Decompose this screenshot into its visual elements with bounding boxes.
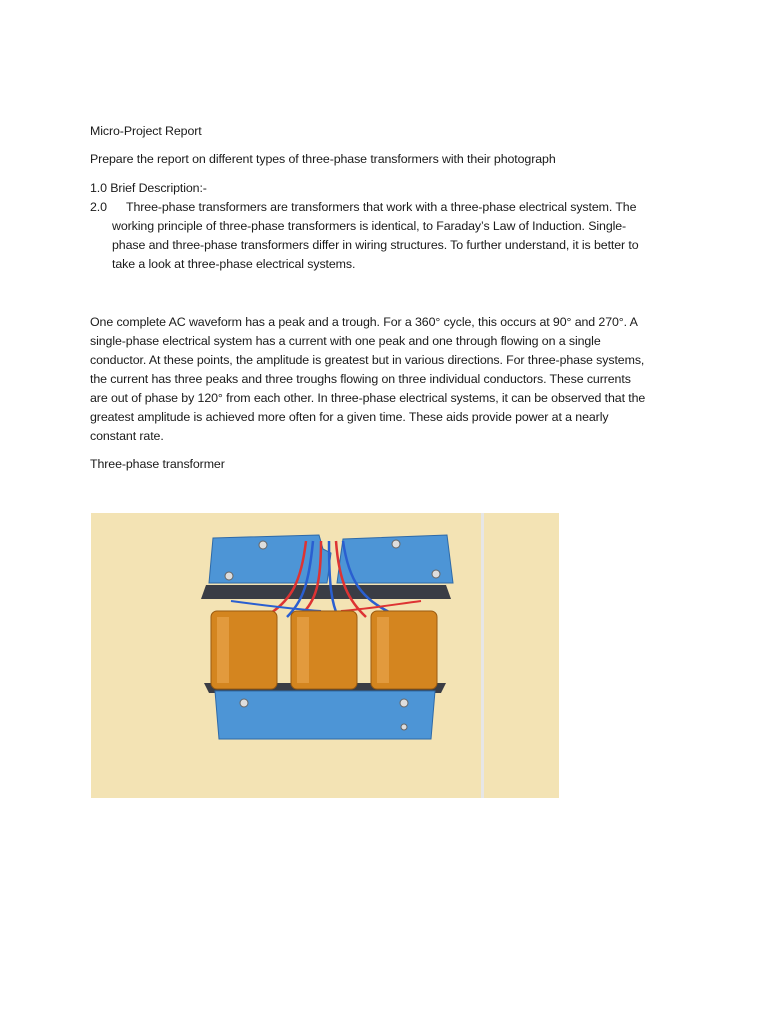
report-title: Micro-Project Report [90,124,202,138]
paragraph-line: single-phase electrical system has a current with one peak and one through flowing on a single [90,334,601,348]
paragraph-line: are out of phase by 120° from each other. In three-phase electrical systems, it can be observed that the [90,391,646,405]
paragraph-line: phase and three-phase transformers differ in wiring structures. To further understand, it is better to [112,238,639,252]
paragraph-line: conductor. At these points, the amplitude is greatest but in various directions. For three-phase systems, [90,353,645,367]
report-instruction: Prepare the report on different types of three-phase transformers with their photograph [90,152,556,166]
paragraph-line: constant rate. [90,429,164,443]
photo-caption: Three-phase transformer [90,457,225,471]
three-phase-transformer-photo [91,513,559,798]
paragraph-line: greatest amplitude is achieved more often for a given time. These aids provide power at a nearly [90,410,609,424]
paragraph-line: One complete AC waveform has a peak and a trough. For a 360° cycle, this occurs at 90° and 270°. A [90,315,638,329]
paragraph-line: take a look at three-phase electrical systems. [112,257,356,271]
body-paragraph [90,313,690,446]
section-two-paragraph [112,198,702,274]
section-brief-description: 1.0 Brief Description:- [90,181,207,195]
section-two-number: 2.0 [90,200,107,214]
paragraph-line: the current has three peaks and three troughs flowing on three individual conductors. These currents [90,372,631,386]
paragraph-line: Three-phase transformers are transformers that work with a three-phase electrical system. The [126,200,637,214]
paragraph-line: working principle of three-phase transformers is identical, to Faraday’s Law of Induction. Single- [112,219,627,233]
